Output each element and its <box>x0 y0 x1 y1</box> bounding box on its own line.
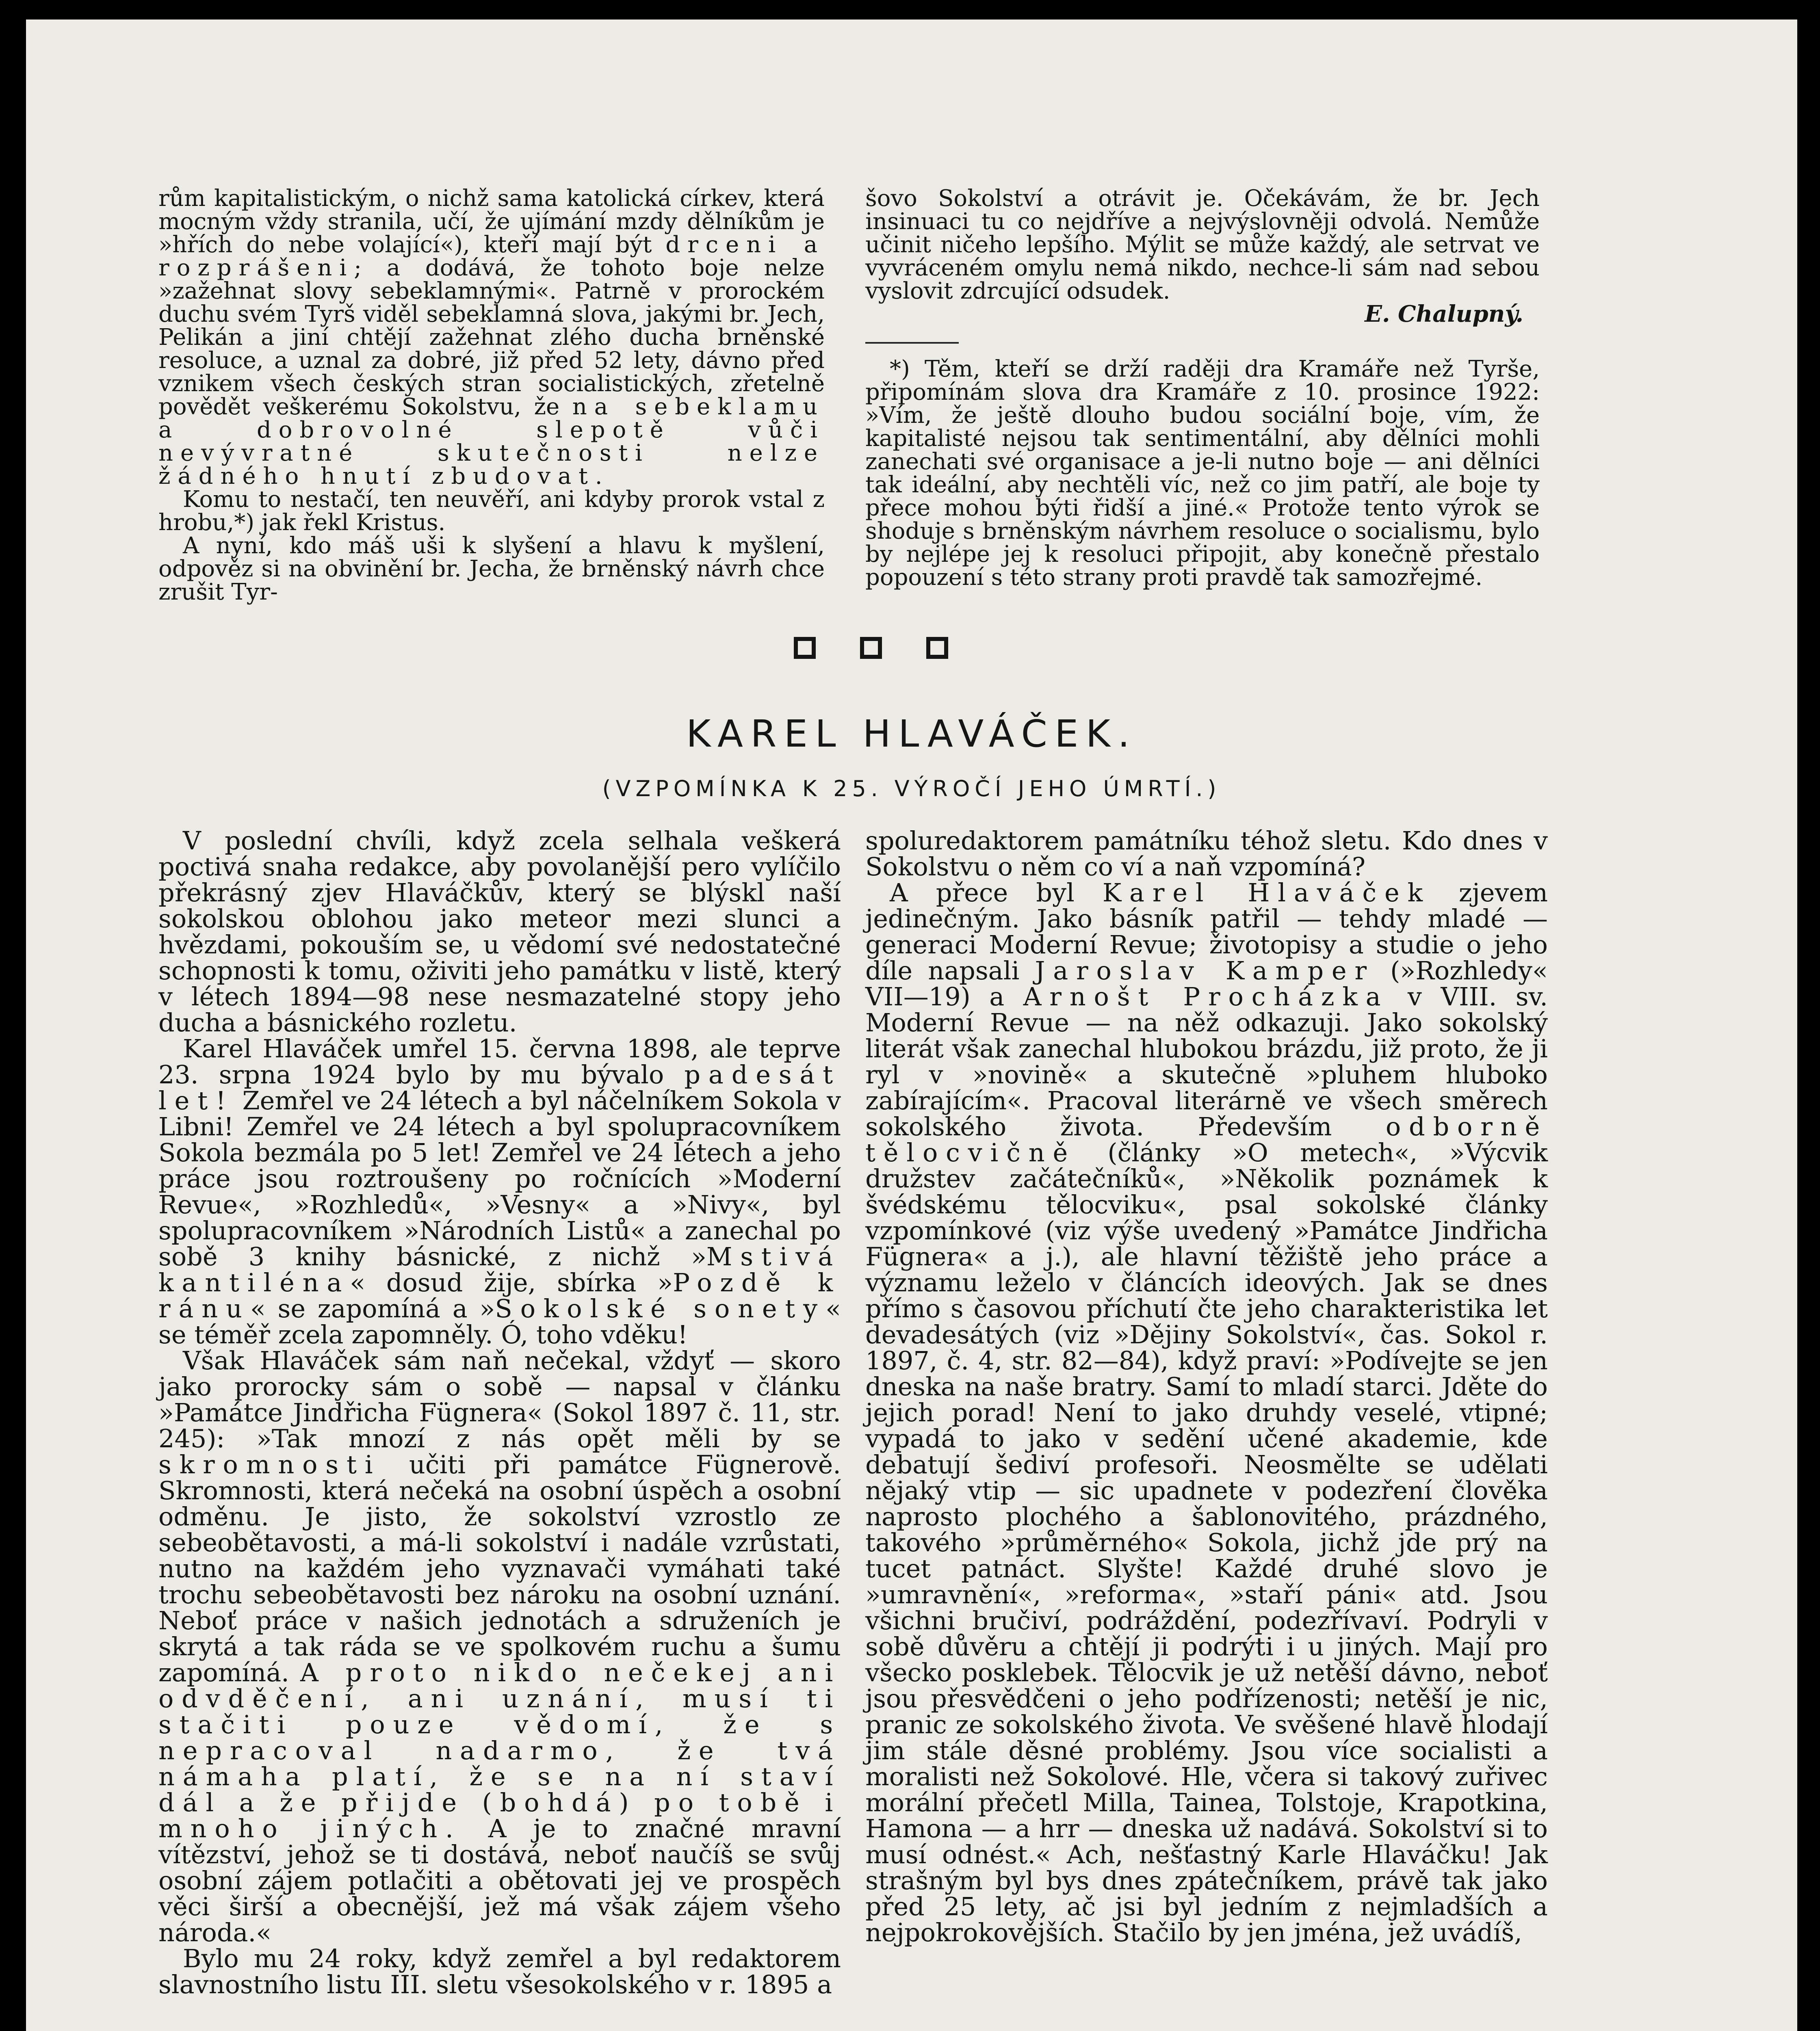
top-left-paragraph-3: A nyní, kdo máš uši k slyšení a hlavu k myšlení, odpověz si na obvinění br. Jecha, že brněnský návrh chce zrušit Tyr- <box>158 533 825 605</box>
article-subtitle: (VZPOMÍNKA K 25. VÝROČÍ JEHO ÚMRTÍ.) <box>602 776 1221 801</box>
spaced-text: Sokolské sonety <box>495 1294 826 1323</box>
text-run: v VIII. sv. Moderní Revue — na něž odkazuji. Jako sokolský literát však zanechal hlubokou brázdu, již proto, že ji ryl v »novině« a skutečně »pluhem hluboko zabírajícím«. Pracoval literárně ve všech směrech sokolského života. Především <box>865 982 1548 1141</box>
text-run: « dosud žije, sbírka » <box>350 1268 673 1297</box>
body-left-paragraph-3 <box>158 1348 841 1946</box>
text-run: zjevem jedinečným. Jako básník patřil — tehdy mladé — generaci Moderní Revue; životopisy a studie o jeho díle napsali <box>865 878 1548 985</box>
section-ornament <box>794 637 948 661</box>
spaced-text: drceni a rozprášeni <box>158 232 825 281</box>
spaced-text: A proto nikdo nečekej ani odvděčení, ani uznání, musí ti stačiti pouze vědomí, že s nepracoval nadarmo, že tvá námaha platí, že se na ní staví dál a že přijde (bohdá) po tobě i mnoho jiných. <box>158 1658 841 1843</box>
square-ornament-icon <box>794 637 816 659</box>
article-title: KAREL HLAVÁČEK. <box>686 712 1138 756</box>
spaced-text: Arnošt Procházka <box>1023 982 1389 1011</box>
body-left-column <box>158 828 841 1998</box>
text-run: (»Rozhledy« VII—19) a <box>865 956 1548 1011</box>
text-run: učiti při památce Fügnerově. Skromnosti, která nečeká na osobní úspěch a osobní odměnu. Je jisto, že sokolství vzrostlo ze sebeobětavosti, a má-li sokolství i nadále vzrůstati, nutno na každém jeho vyznavači vymáhati také trochu sebeobětavosti bez nároku na osobní uznání. Neboť práce v našich jednotách a sdruženích je skrytá a tak ráda se ve spolkovém ruchu a šumu zapomíná. <box>158 1450 841 1687</box>
square-ornament-icon <box>926 637 948 659</box>
body-left-paragraph-4: Bylo mu 24 roky, když zemřel a byl redaktorem slavnostního listu III. sletu všesokolského v r. 1895 a <box>158 1944 841 1999</box>
text-run: « se téměř zcela zapomněly. Ó, toho vděku! <box>158 1294 841 1349</box>
spaced-text: Karel Hlaváček <box>1102 878 1431 907</box>
top-left-paragraph-1 <box>158 187 825 488</box>
text-run: « se zapomíná a » <box>250 1294 495 1323</box>
text-run: Však Hlaváček sám naň nečekal, vždyť — skoro jako prorocky sám o sobě — napsal v článku »Památce Jindřicha Fügnera« (Sokol 1897 č. 11, str. 245): »Tak mnozí z nás opět měli by se <box>158 1346 841 1453</box>
body-right-column <box>865 828 1548 1946</box>
spaced-text: Mstivá kantiléna <box>158 1242 841 1297</box>
spaced-text: odborně tělocvičně <box>865 1112 1548 1167</box>
body-right-paragraph-2 <box>865 880 1548 1946</box>
text-run: Karel Hlaváček umřel 15. června 1898, ale teprve 23. srpna 1924 bylo by mu bývalo <box>158 1034 841 1089</box>
top-right-column <box>865 187 1540 589</box>
square-ornament-icon <box>860 637 882 659</box>
page-sheet <box>26 19 1797 2031</box>
text-run: Zemřel ve 24 létech a byl náčelníkem Sokola v Libni! Zemřel ve 24 létech a byl spolupracovníkem Sokola bezmála po 5 let! Zemřel ve 24 létech a jeho práce jsou roztroušeny po ročnících »Moderní Revue«, »Rozhledů«, »Vesny« a »Nivy«, byl spolupracovníkem »Národních Listů« a zanechal po sobě 3 knihy básnické, z nichž » <box>158 1086 841 1271</box>
spaced-text: na sebeklamu a dobrovolné slepotě vůči nevývratné skutečnosti nelze žádného hnutí zbudovat. <box>158 394 825 489</box>
body-right-paragraph-1: spoluredaktorem památníku téhož sletu. Kdo dnes v Sokolstvu o něm co ví a naň vzpomíná? <box>865 826 1548 881</box>
footnote-divider <box>865 342 959 344</box>
text-run: A je to značné mravní vítězství, jehož se ti dostává, neboť naučíš se svůj osobní zájem potlačiti a obětovati jej ve prospěch věci širší a obecnější, jež má však zájem všeho národa.« <box>158 1814 841 1947</box>
text-run: (články »O metech«, »Výcvik družstev začátečníků«, »Několik poznámek k švédskému tělocviku«, psal sokolské články vzpomínkové (viz výše uvedený »Památce Jindřicha Fügnera« a j.), ale hlavní těžiště jeho práce a významu leželo v článcích ideových. Jak se dnes přímo s časovou příchutí čte jeho charakteristika let devadesátých (viz »Dějiny Sokolství«, čas. Sokol r. 1897, č. 4, str. 82—84), když praví: »Podívejte se jen dneska na naše bratry. Samí to mladí starci. Jděte do jejich porad! Není to jako druhdy veselé, vtipné; vypadá to jako v sedění učené akademie, kde debatují šediví profesoři. Neosmělte se udělati nějaký vtip — sic upadnete v podezření člověka naprosto plochého a šablonovitého, prázdného, takového »průměrného« Sokola, jichž jde prý na tucet patnáct. Slyšte! Každé druhé slovo je »umravnění«, »reforma«, »staří páni« atd. Jsou všichni bručiví, podráždění, podezřívaví. Podryli v sobě důvěru a chtějí ji podrýti i u jiných. Mají pro všecko posklebek. Tělocvik je už netěší dávno, neboť jsou přesvědčeni o jeho podřízenosti; netěší je nic, pranic ze sokolského života. Ve svěšené hlavě hlodají jim stále děsné problémy. Jsou více socialisti a moralisti než Sokolové. Hle, včera si takový zuřivec morální přečetl Milla, Tainea, Tolstoje, Krapotkina, Hamona — a hrr — dneska už nadává. Sokolství si to musí odnést.« Ach, nešťastný Karle Hlaváčku! Jak strašným byl bys dnes zpátečníkem, právě tak jako před 25 lety, ač jsi byl jedním z nejmladších a nejpokrokovějších. Stačilo by jen jména, jež uvádíš, <box>865 1138 1548 1947</box>
spaced-text: Pozdě k ránu <box>158 1268 841 1323</box>
spaced-text: Jaroslav Kamper <box>1035 956 1375 985</box>
text-run: rům kapitalistickým, o nichž sama katolická církev, která mocným vždy stranila, učí, že ujímání mzdy dělníkům je »hřích do nebe volající«), kteří mají být <box>158 185 825 258</box>
spaced-text: skromnosti <box>158 1450 381 1479</box>
text-run: A přece byl <box>890 878 1103 907</box>
text-run: ; a dodává, že tohoto boje nelze »zažehnat slovy sebeklamnými«. Patrně v prorockém duchu svém Tyrš viděl sebeklamná slova, jakými br. Jech, Pelikán a jiní chtějí zažehnat zlého ducha brněnské resoluce, a uznal za dobré, již před 52 lety, dávno před vznikem všech českých stran socialistických, zřetelně povědět veškerému Sokolstvu, že <box>158 255 825 420</box>
footnote: *) Těm, kteří se drží raději dra Kramáře než Tyrše, připomínám slova dra Kramáře z 10. prosince 1922: »Vím, že ještě dlouho budou sociální boje, vím, že kapitalisté nejsou tak sentimentální, aby dělníci mohli zanechati své organisace a je-li nutno boje — ani dělníci tak ideální, aby nechtěli víc, než co jim patří, ale boje ty přece mohou býti řidší a jiné.« Protože tento výrok se shoduje s brněnským návrhem resoluce o socialismu, bylo by nejlépe jej k resoluci připojit, aby konečně přestalo popouzení s této strany proti pravdě tak samozřejmé. <box>865 356 1540 591</box>
top-left-paragraph-2: Komu to nestačí, ten neuvěří, ani kdyby prorok vstal z hrobu,*) jak řekl Kristus. <box>158 486 825 536</box>
top-right-paragraph-1: šovo Sokolství a otrávit je. Očekávám, že br. Jech insinuaci tu co nejdříve a nejvýslovněji odvolá. Nemůže učinit ničeho lepšího. Mýlit se může každý, ale setrvat ve vyvráceném omylu nemá nikdo, nechce-li sám nad sebou vyslovit zdrcující odsudek. <box>865 185 1540 304</box>
body-left-paragraph-1: V poslední chvíli, když zcela selhala veškerá poctivá snaha redakce, aby povolanější pero vylíčilo překrásný zjev Hlaváčkův, který se blýskl naší sokolskou oblohou jako meteor mezi slunci a hvězdami, pokouším se, u vědomí své nedostatečné schopnosti k tomu, oživiti jeho památku v listě, který v létech 1894—98 nese nesmazatelné stopy jeho ducha a básnického rozletu. <box>158 826 841 1037</box>
body-left-paragraph-2 <box>158 1036 841 1348</box>
top-left-column <box>158 187 825 604</box>
spaced-text: padesát let! <box>158 1060 841 1115</box>
author-signature: E. Chalupný. <box>1365 301 1523 327</box>
